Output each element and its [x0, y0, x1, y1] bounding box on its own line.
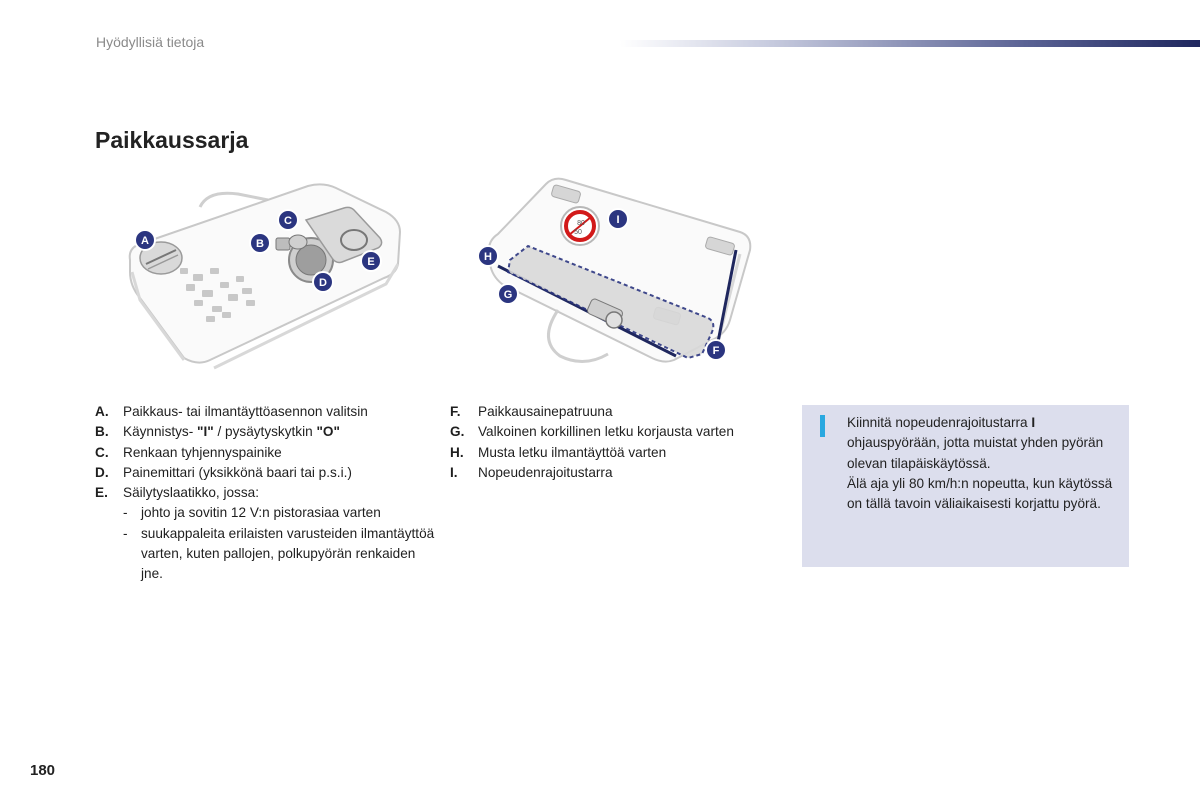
- legend-key: E.: [95, 485, 108, 501]
- page-title: Paikkaussarja: [95, 127, 249, 153]
- legend-item-f: [450, 402, 790, 422]
- legend-item-g: [450, 422, 790, 442]
- legend-text: Renkaan tyhjennyspainike: [123, 444, 282, 460]
- legend-key: I.: [450, 464, 458, 480]
- svg-text:50: 50: [574, 229, 582, 236]
- svg-text:D: D: [319, 277, 327, 289]
- legend-key: B.: [95, 424, 109, 440]
- info-box: [802, 405, 1129, 567]
- legend-text: Painemittari (yksikkönä baari tai p.s.i.): [123, 464, 352, 480]
- legend-key: G.: [450, 424, 465, 440]
- svg-text:A: A: [141, 235, 149, 247]
- info-text-line: Kiinnitä nopeudenrajoitustarra: [847, 415, 1032, 430]
- svg-text:B: B: [256, 238, 264, 250]
- svg-text:F: F: [712, 345, 720, 357]
- legend-right: [450, 402, 790, 483]
- legend-item-i: [450, 463, 790, 483]
- kit-illustration-top: [118, 172, 418, 390]
- speed-limit-sticker: [561, 207, 599, 245]
- legend-subitem-text: suukappaleita erilaisten varusteiden ilmantäyttöä varten, kuten pallojen, polkupyörän renkaiden jne.: [141, 525, 435, 582]
- callout-h: [478, 246, 498, 266]
- legend-key: C.: [95, 444, 109, 460]
- legend-text: Nopeudenrajoitustarra: [478, 464, 613, 480]
- svg-text:80: 80: [577, 220, 585, 227]
- info-text-warning: Älä aja yli 80 km/h:n nopeutta, kun käytössä on tällä tavoin väliaikaisesti korjattu pyörä.: [847, 475, 1113, 512]
- legend-item-e: [95, 483, 435, 584]
- legend-text: Käynnistys-: [123, 424, 198, 440]
- legend-text: Paikkaus- tai ilmantäyttöasennon valitsin: [123, 404, 368, 419]
- legend-key: F.: [450, 404, 461, 419]
- legend-item-b: [95, 422, 435, 442]
- kit-illustration-bottom: [468, 172, 768, 390]
- info-text-line: ohjauspyörään, jotta muistat yhden pyörän olevan tilapäiskäytössä.: [847, 435, 1104, 471]
- info-bar-icon: [820, 415, 825, 437]
- legend-text: Valkoinen korkillinen letku korjausta varten: [478, 424, 734, 440]
- callout-f: [706, 340, 726, 360]
- legend-text-bold: "I": [197, 424, 214, 440]
- svg-text:C: C: [284, 215, 292, 227]
- legend-left: [95, 402, 435, 585]
- dash-marker: -: [123, 525, 128, 541]
- callout-c: [278, 210, 298, 230]
- legend-subitem-text: johto ja sovitin 12 V:n pistorasiaa varten: [141, 505, 381, 521]
- section-header: Hyödyllisiä tietoja: [96, 34, 205, 50]
- header-gradient-bar: [620, 40, 1200, 47]
- callout-g: [498, 284, 518, 304]
- page-number: 180: [30, 762, 56, 779]
- legend-subitem: [123, 524, 435, 585]
- legend-key: H.: [450, 444, 464, 460]
- legend-text: Musta letku ilmantäyttöä varten: [478, 444, 667, 460]
- legend-key: D.: [95, 464, 109, 480]
- callout-e: [361, 251, 381, 271]
- legend-text-bold: "O": [316, 424, 340, 440]
- callout-a: [135, 230, 155, 250]
- legend-sublist: [123, 503, 435, 584]
- svg-text:E: E: [367, 256, 375, 268]
- dash-marker: -: [123, 505, 128, 521]
- legend-item-a: [95, 402, 435, 422]
- svg-text:I: I: [616, 214, 620, 226]
- legend-subitem: [123, 503, 435, 523]
- legend-item-d: [95, 463, 435, 483]
- svg-text:H: H: [484, 251, 492, 263]
- legend-item-h: [450, 443, 790, 463]
- info-text-bold: I: [1031, 415, 1036, 430]
- callout-i: [608, 209, 628, 229]
- legend-text: Säilytyslaatikko, jossa:: [123, 485, 259, 501]
- kit-case: [130, 184, 400, 368]
- legend-key: A.: [95, 404, 109, 419]
- legend-item-c: [95, 443, 435, 463]
- callout-d: [313, 272, 333, 292]
- callout-b: [250, 233, 270, 253]
- legend-text: / pysäytyskytkin: [213, 424, 317, 440]
- legend-text: Paikkausainepatruuna: [478, 404, 613, 419]
- info-text: [847, 413, 1117, 514]
- svg-text:G: G: [503, 289, 513, 301]
